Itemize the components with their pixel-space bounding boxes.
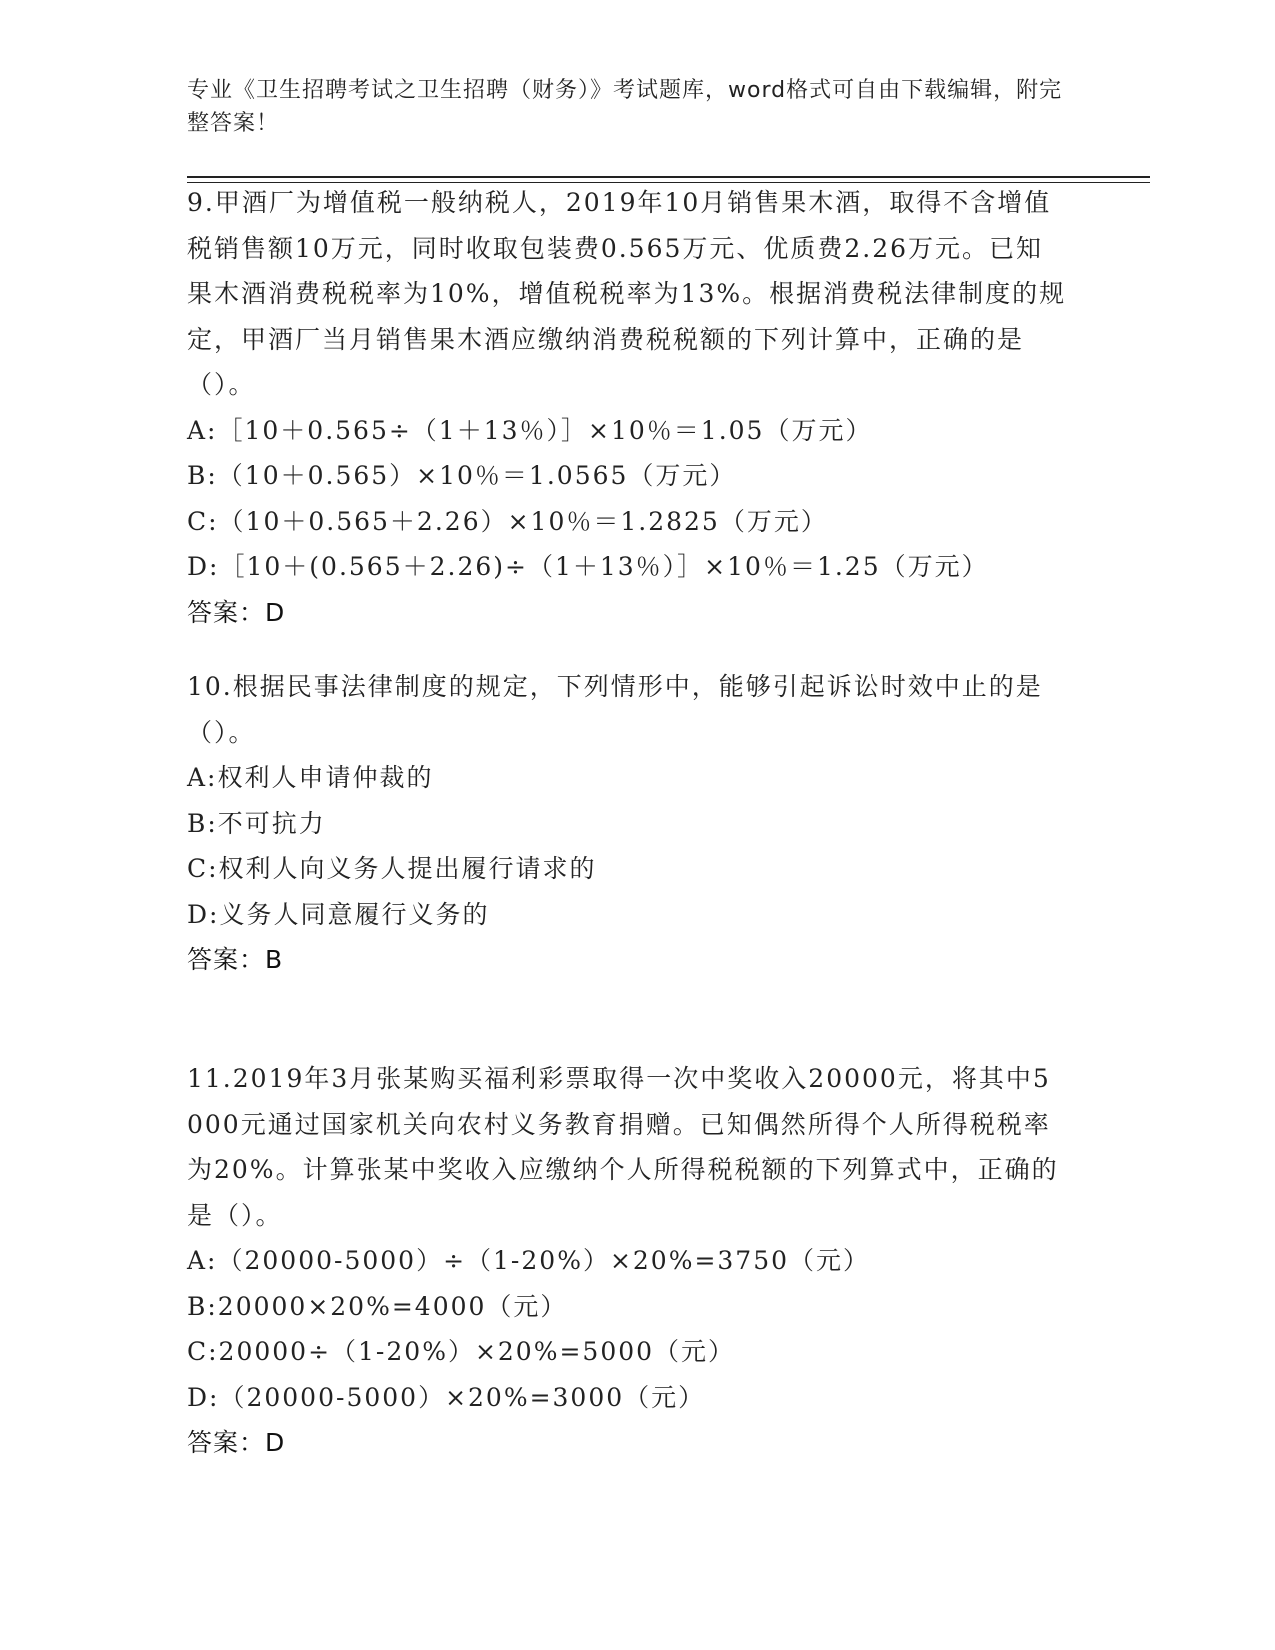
question-stem: 10.根据民事法律制度的规定，下列情形中，能够引起诉讼时效中止的是（）。	[187, 672, 1043, 747]
header-note: 专业《卫生招聘考试之卫生招聘（财务）》考试题库，word格式可自由下载编辑，附完整答案！	[187, 78, 1063, 136]
question-stem: 11.2019年3月张某购买福利彩票取得一次中奖收入20000元，将其中5000元通过国家机关向农村义务教育捐赠。已知偶然所得个人所得税税率为20%。计算张某中奖收入应缴纳个人所得税税额的下列算式中，正确的是（）。	[187, 1064, 1059, 1230]
answer-line: 答案：D	[187, 597, 286, 627]
option-c: C:20000÷（1-20%）×20%=5000（元）	[187, 1337, 736, 1366]
option-a: A:（20000-5000）÷（1-20%）×20%=3750（元）	[187, 1246, 871, 1275]
question-9	[187, 180, 1067, 635]
option-d: D:义务人同意履行义务的	[187, 899, 490, 929]
option-b: B:20000×20%=4000（元）	[187, 1291, 568, 1321]
answer-line: 答案：D	[187, 1428, 286, 1457]
option-d: D:（20000-5000）×20%=3000（元）	[187, 1382, 706, 1412]
option-c: C:（10＋0.565＋2.26）×10％＝1.2825（万元）	[187, 506, 828, 536]
question-stem: 9.甲酒厂为增值税一般纳税人，2019年10月销售果木酒，取得不含增值税销售额10万元，同时收取包装费0.565万元、优质费2.26万元。已知果木酒消费税税率为10%，增值税税率为13%。根据消费税法律制度的规定，甲酒厂当月销售果木酒应缴纳消费税税额的下列计算中，正确的是（）。	[187, 188, 1067, 399]
option-a: A:权利人申请仲裁的	[187, 763, 434, 792]
option-d: D:［10＋(0.565＋2.26)÷（1＋13％）］×10％＝1.25（万元）	[187, 552, 989, 581]
question-11	[187, 1056, 1067, 1466]
option-a: A:［10＋0.565÷（1＋13％）］×10％＝1.05（万元）	[187, 415, 873, 445]
header-divider-thick	[187, 176, 1150, 178]
answer-line: 答案：B	[187, 945, 284, 974]
option-b: B:（10＋0.565）×10％＝1.0565（万元）	[187, 461, 737, 490]
question-10	[187, 664, 1067, 983]
option-c: C:权利人向义务人提出履行请求的	[187, 854, 597, 883]
option-b: B:不可抗力	[187, 808, 326, 838]
